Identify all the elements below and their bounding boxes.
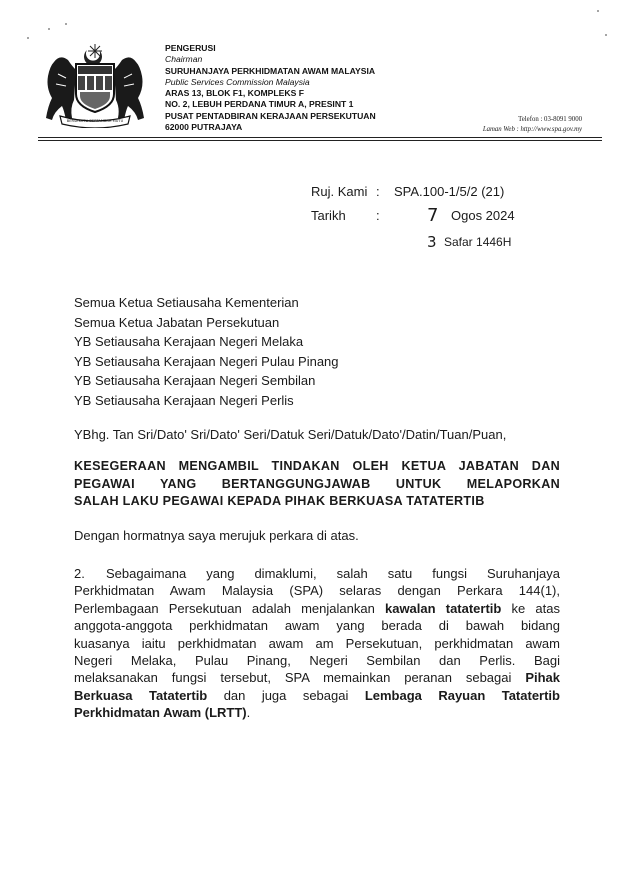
recipient: YB Setiausaha Kerajaan Negeri Sembilan bbox=[74, 373, 316, 388]
body-text: Negeri Melaka, Pulau Pinang, Negeri Sembilan dan Perlis. Bagi bbox=[74, 653, 560, 669]
recipient-list bbox=[74, 293, 339, 410]
body-text: anggota-anggota perkhidmatan awam yang berada di bawah bidang bbox=[74, 618, 560, 634]
recipient: YB Setiausaha Kerajaan Negeri Melaka bbox=[74, 334, 304, 349]
bold-term: Lembaga Rayuan Tatatertib bbox=[364, 687, 560, 703]
recipient: YB Setiausaha Kerajaan Negeri Perlis bbox=[74, 392, 294, 408]
body-text: . bbox=[246, 705, 251, 721]
header-divider bbox=[38, 140, 602, 141]
address-line: 62000 PUTRAJAYA bbox=[165, 122, 243, 133]
bold-term: kawalan tatatertib bbox=[384, 600, 502, 616]
recipient: Semua Ketua Setiausaha Kementerian bbox=[74, 295, 299, 310]
scan-speck bbox=[27, 37, 29, 39]
organization-english: Public Services Commission Malaysia bbox=[165, 76, 310, 87]
subject-heading bbox=[74, 458, 560, 511]
recipient: YB Setiausaha Kerajaan Negeri Pulau Pinang bbox=[74, 353, 339, 369]
body-text: dan juga sebagai bbox=[207, 687, 365, 703]
body-text: melaksanakan fungsi tersebut, SPA memainkan peranan sebagai bbox=[74, 670, 526, 686]
date-month-year: Ogos 2024 bbox=[451, 208, 515, 223]
reference-label: Ruj. Kami bbox=[311, 184, 368, 199]
subject-line: PEGAWAI YANG BERTANGGUNGJAWAB UNTUK MELAPORKAN bbox=[74, 476, 560, 491]
colon: : bbox=[376, 208, 380, 223]
scan-speck bbox=[597, 10, 599, 12]
address-line: NO. 2, LEBUH PERDANA TIMUR A, PRESINT 1 bbox=[165, 99, 354, 110]
bold-term: Perkhidmatan Awam (LRTT) bbox=[74, 705, 247, 721]
coat-of-arms-logo bbox=[40, 40, 150, 128]
colon: : bbox=[376, 184, 380, 199]
letterhead bbox=[165, 43, 376, 133]
bold-term: Pihak bbox=[525, 670, 560, 686]
hijri-date: Safar 1446H bbox=[444, 235, 512, 249]
paragraph-number: 2. bbox=[74, 566, 85, 581]
bold-term: Berkuasa Tatatertib bbox=[74, 687, 208, 703]
subject-line: SALAH LAKU PEGAWAI KEPADA PIHAK BERKUASA TATATERTIB bbox=[74, 494, 485, 508]
crest-motto: BERSEKUTU BERTAMBAH MUTU bbox=[66, 119, 124, 123]
body-text: Perlembagaan Persekutuan adalah menjalankan bbox=[74, 600, 385, 616]
handwritten-hijri-day: 3 bbox=[427, 233, 437, 251]
scan-speck bbox=[65, 23, 67, 25]
address-line: PUSAT PENTADBIRAN KERAJAAN PERSEKUTUAN bbox=[165, 110, 376, 121]
telephone: Telefon : 03-8091 9000 bbox=[518, 116, 582, 123]
address-line: ARAS 13, BLOK F1, KOMPLEKS F bbox=[165, 88, 304, 99]
paragraph-2 bbox=[74, 565, 560, 722]
reference-number: SPA.100-1/5/2 (21) bbox=[394, 184, 505, 199]
recipient: Semua Ketua Jabatan Persekutuan bbox=[74, 314, 280, 330]
scan-speck bbox=[48, 28, 50, 30]
subject-line: KESEGERAAN MENGAMBIL TINDAKAN OLEH KETUA JABATAN DAN bbox=[74, 459, 560, 473]
salutation: YBhg. Tan Sri/Dato' Sri/Dato' Seri/Datuk Seri/Datuk/Dato'/Datin/Tuan/Puan, bbox=[74, 427, 507, 442]
body-text: ke atas bbox=[501, 600, 560, 616]
title-english: Chairman bbox=[165, 54, 203, 65]
body-text: Perkhidmatan Awam Malaysia (SPA) selaras dengan Perkara 144(1), bbox=[74, 583, 560, 599]
website: Laman Web : http://www.spa.gov.my bbox=[482, 125, 582, 133]
organization-malay: SURUHANJAYA PERKHIDMATAN AWAM MALAYSIA bbox=[165, 65, 376, 76]
contact-info bbox=[483, 115, 582, 134]
body-text: kuasanya iaitu perkhidmatan awam am Persekutuan, perkhidmatan awam bbox=[74, 635, 560, 651]
title-malay: PENGERUSI bbox=[165, 43, 216, 53]
body-text: Sebagaimana yang dimaklumi, salah satu fungsi Suruhanjaya bbox=[106, 566, 560, 581]
handwritten-day: 7 bbox=[427, 205, 439, 226]
header-divider bbox=[38, 137, 602, 138]
opening-sentence: Dengan hormatnya saya merujuk perkara di atas. bbox=[74, 528, 359, 543]
date-label: Tarikh bbox=[311, 208, 346, 223]
scan-speck bbox=[605, 34, 607, 36]
